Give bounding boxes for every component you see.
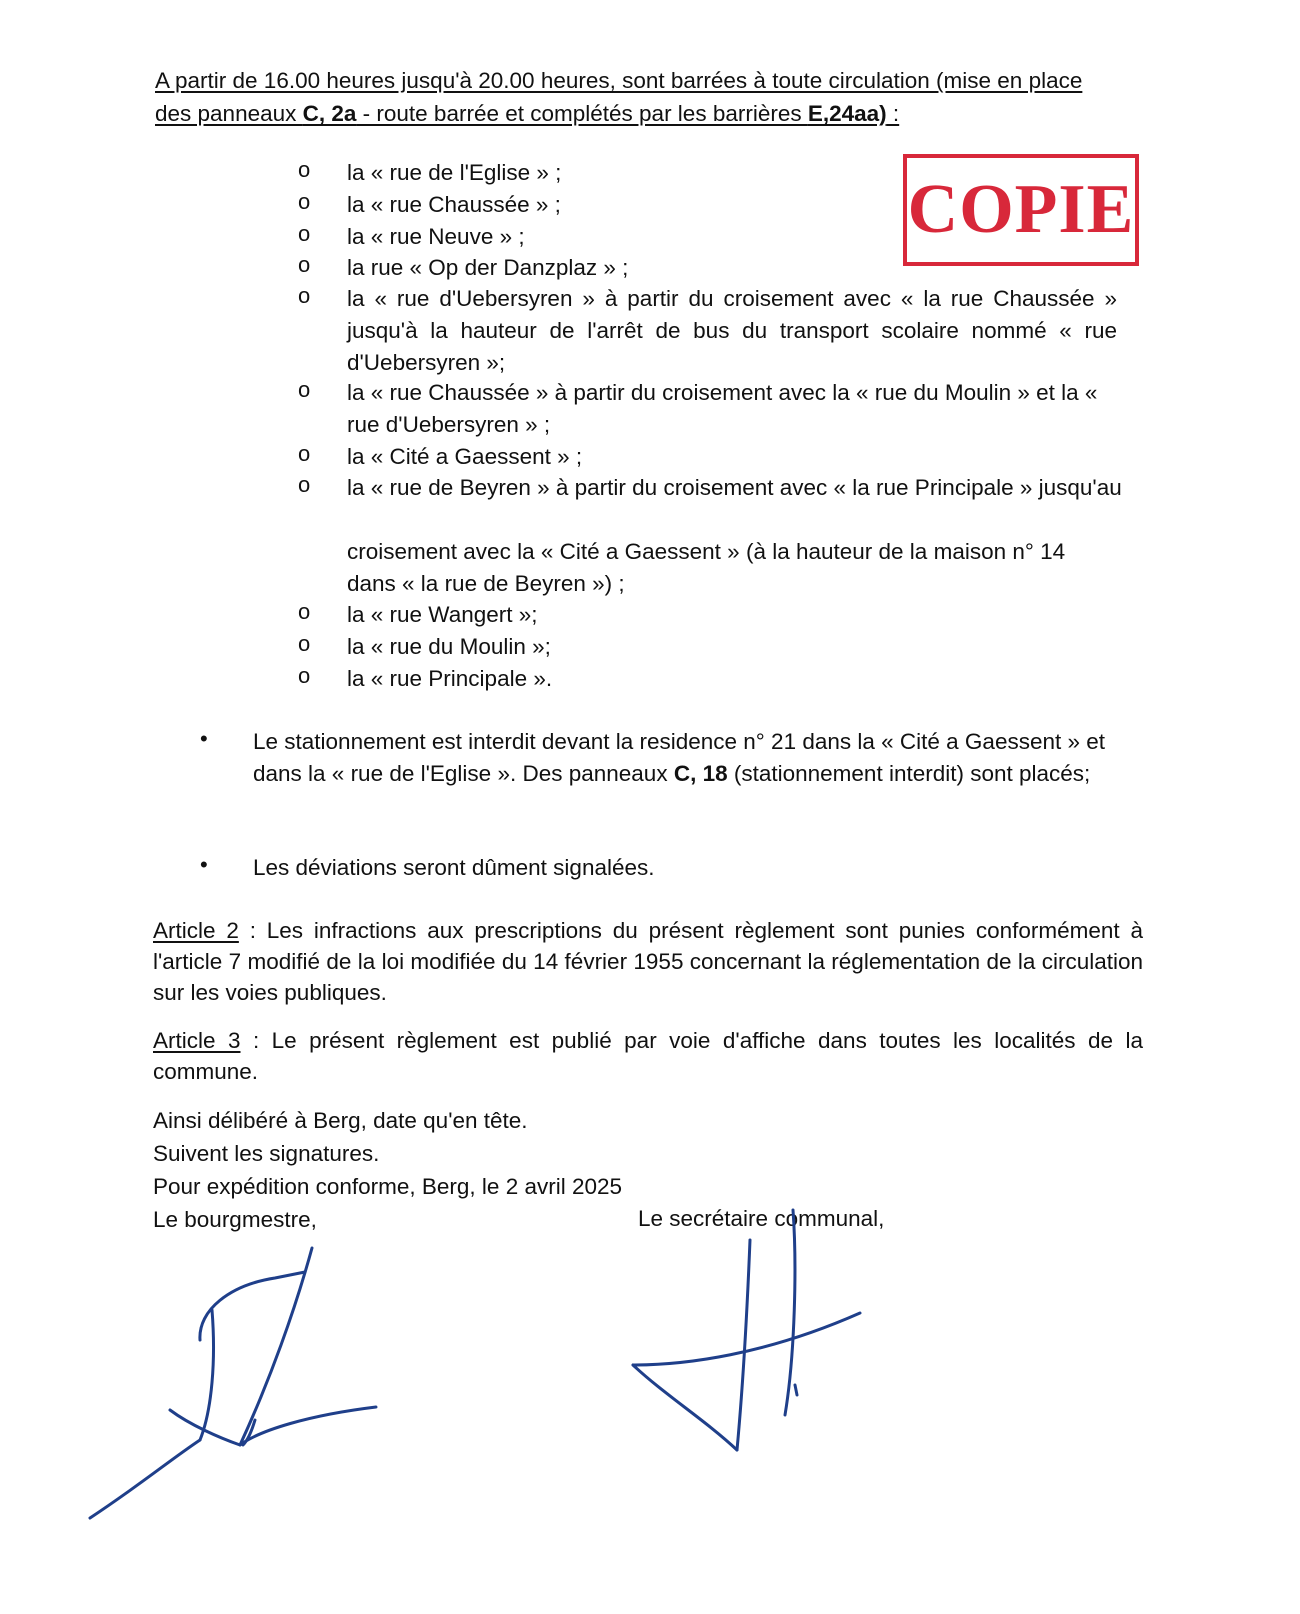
closing-block (153, 1104, 622, 1236)
intro-paragraph (155, 64, 1155, 130)
article-3: Article 3 : Le présent règlement est publié par voie d'affiche dans toutes les localités de la commune. (153, 1028, 1144, 1084)
article-2: Article 2 : Les infractions aux prescriptions du présent règlement sont punies conformément à l'article 7 modifié de la loi modifiée du 14 février 1955 concernant la réglementation de la circulation sur les voies publiques. (153, 918, 1143, 1005)
copie-stamp-text: COPIE (907, 171, 1135, 248)
article-3-label: Article 3 (153, 1028, 241, 1053)
mayor-label: Le bourgmestre, (153, 1207, 317, 1232)
article-2-label: Article 2 (153, 918, 239, 943)
closing-line-2: Suivent les signatures. (153, 1141, 380, 1166)
intro-line-1: A partir de 16.00 heures jusqu'à 20.00 heures, sont barrées à toute circulation (mise en place (155, 68, 1083, 93)
closing-line-3: Pour expédition conforme, Berg, le 2 avril 2025 (153, 1174, 623, 1199)
mayor-signature (80, 1240, 400, 1530)
secretary-signature (625, 1205, 875, 1465)
secretary-label: Le secrétaire communal, (638, 1206, 885, 1231)
closing-line-1: Ainsi délibéré à Berg, date qu'en tête. (153, 1108, 528, 1133)
intro-line-2: des panneaux C, 2a - route barrée et complétés par les barrières E,24aa) : (155, 101, 900, 126)
